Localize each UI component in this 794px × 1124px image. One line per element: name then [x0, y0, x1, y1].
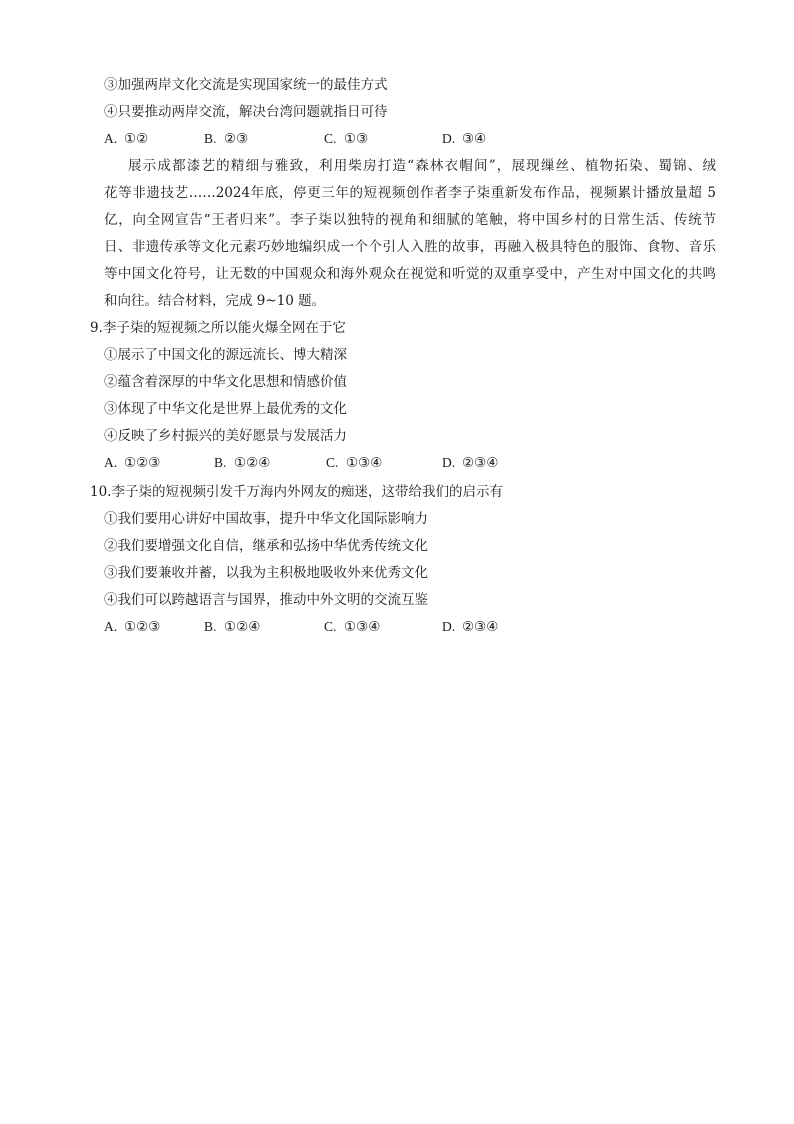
q10-statement-4: ④我们可以跨越语言与国界，推动中外文明的交流互鉴 [104, 592, 428, 608]
prev-option-b[interactable]: B. ②③ [204, 131, 249, 147]
prev-option-c[interactable]: C. ①③ [324, 131, 369, 147]
q10-option-b[interactable]: B. ①②④ [204, 619, 261, 635]
material-line-6: 和向往。结合材料，完成 9~10 题。 [104, 293, 326, 309]
q9-option-d[interactable]: D. ②③④ [442, 455, 499, 471]
q10-stem: 10.李子柒的短视频引发千万海内外网友的痴迷，这带给我们的启示有 [90, 484, 503, 500]
prev-statement-3: ③加强两岸文化交流是实现国家统一的最佳方式 [104, 77, 388, 93]
q9-statement-3: ③体现了中华文化是世界上最优秀的文化 [104, 401, 347, 417]
material-line-5: 等中国文化符号，让无数的中国观众和海外观众在视觉和听觉的双重享受中，产生对中国文化的共鸣 [104, 266, 716, 282]
prev-options [104, 129, 704, 149]
prev-statement-4: ④只要推动两岸交流，解决台湾问题就指日可待 [104, 104, 388, 120]
q9-options [104, 453, 704, 473]
q9-option-c[interactable]: C. ①③④ [326, 455, 383, 471]
material-line-1: 展示成都漆艺的精细与雅致，利用柴房打造“森林衣帽间”，展现缫丝、植物拓染、蜀锦、绒 [128, 158, 716, 174]
q10-options [104, 617, 704, 637]
q10-option-c[interactable]: C. ①③④ [324, 619, 381, 635]
material-line-3: 亿，向全网宣告“王者归来”。李子柒以独特的视角和细腻的笔触，将中国乡村的日常生活、传统节 [104, 212, 716, 228]
q9-statement-2: ②蕴含着深厚的中华文化思想和情感价值 [104, 374, 347, 390]
q9-stem: 9.李子柒的短视频之所以能火爆全网在于它 [90, 320, 346, 336]
prev-option-a[interactable]: A. ①② [104, 131, 149, 147]
q9-statement-4: ④反映了乡村振兴的美好愿景与发展活力 [104, 428, 347, 444]
q10-statement-2: ②我们要增强文化自信，继承和弘扬中华优秀传统文化 [104, 538, 428, 554]
q10-option-d[interactable]: D. ②③④ [442, 619, 499, 635]
material-line-2: 花等非遗技艺……2024年底，停更三年的短视频创作者李子柒重新发布作品，视频累计播放量超 5 [104, 185, 716, 201]
q10-option-a[interactable]: A. ①②③ [104, 619, 161, 635]
q9-option-b[interactable]: B. ①②④ [214, 455, 271, 471]
material-line-4: 日、非遗传承等文化元素巧妙地编织成一个个引人入胜的故事，再融入极具特色的服饰、食物、音乐 [104, 239, 716, 255]
q9-statement-1: ①展示了中国文化的源远流长、博大精深 [104, 347, 347, 363]
q9-option-a[interactable]: A. ①②③ [104, 455, 161, 471]
q10-statement-3: ③我们要兼收并蓄，以我为主积极地吸收外来优秀文化 [104, 565, 428, 581]
prev-option-d[interactable]: D. ③④ [442, 131, 487, 147]
q10-statement-1: ①我们要用心讲好中国故事，提升中华文化国际影响力 [104, 511, 428, 527]
